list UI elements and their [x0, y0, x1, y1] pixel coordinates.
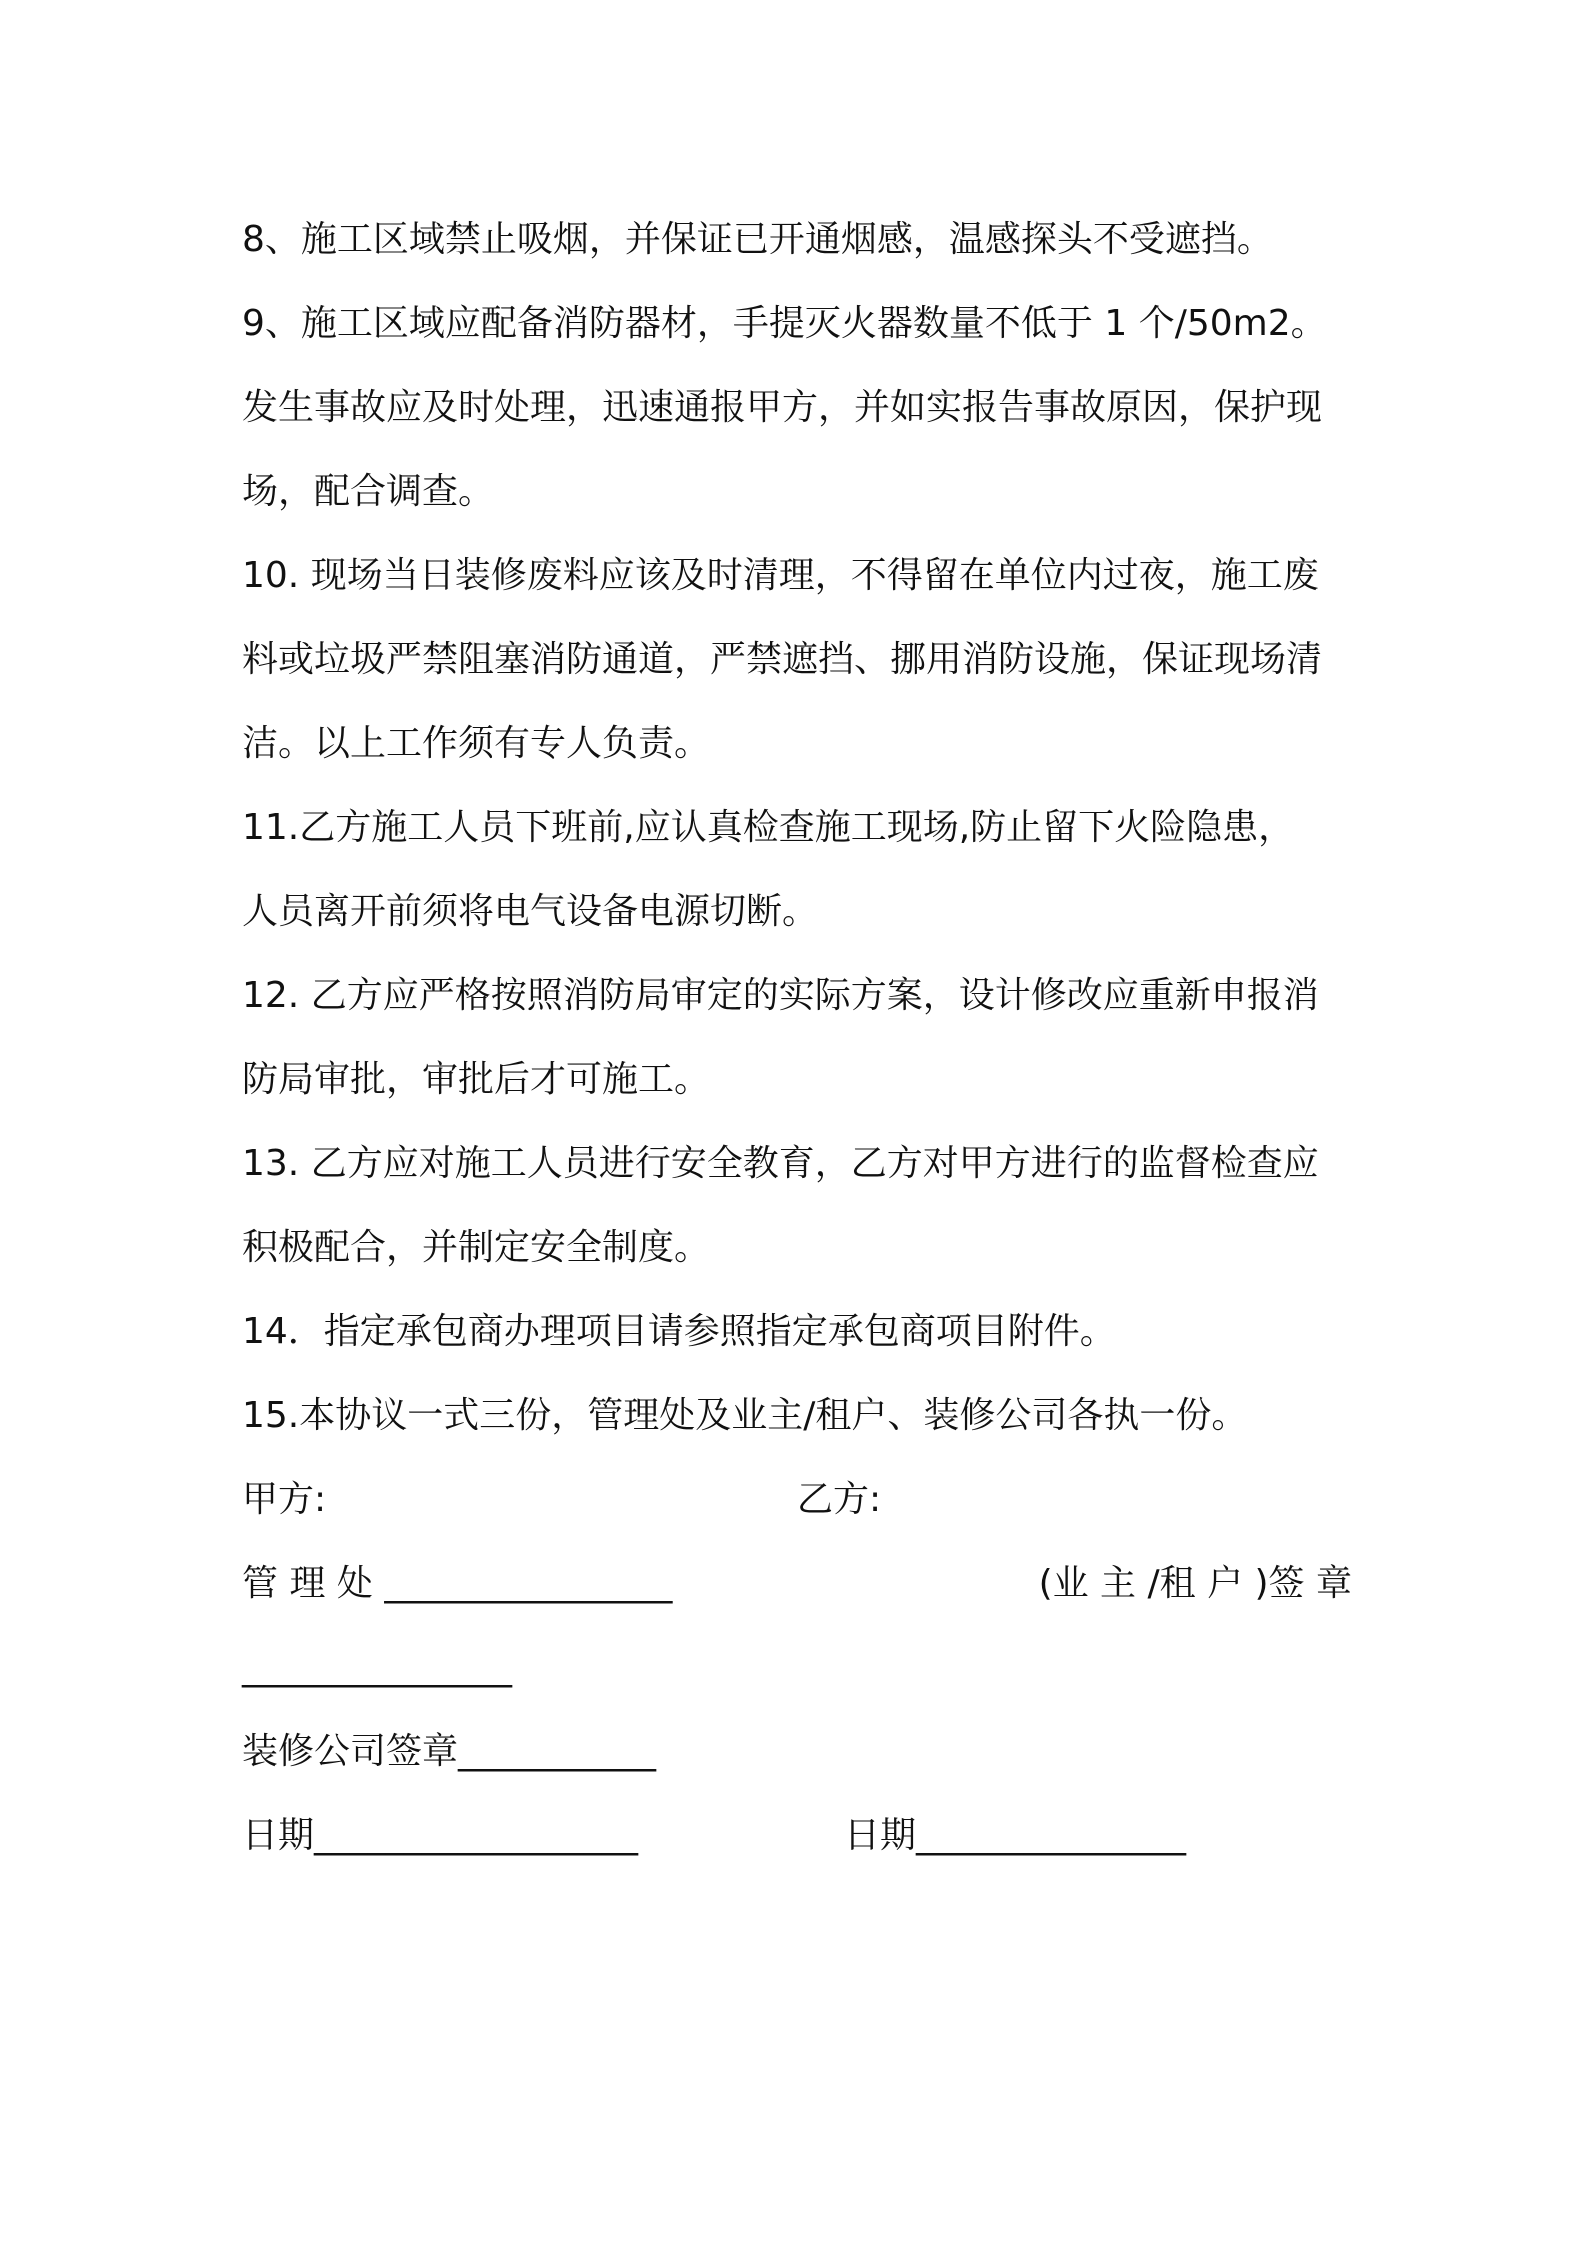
clause-9-line-1: 9、施工区域应配备消防器材，手提灭火器数量不低于 1 个/50m2。	[242, 303, 1327, 344]
clause-10-line-3: 洁。以上工作须有专人负责。	[242, 723, 711, 764]
signature-parties	[242, 1458, 1352, 1542]
clause-9-line-3: 场，配合调查。	[242, 471, 495, 512]
clause-13-line-1: 13. 乙方应对施工人员进行安全教育，乙方对甲方进行的监督检查应	[242, 1143, 1319, 1184]
signature-date-row	[242, 1794, 1352, 1878]
owner-signature-line: _______________	[242, 1647, 512, 1688]
clause-11-line-2: 人员离开前须将电气设备电源切断。	[242, 891, 819, 932]
clauses	[242, 198, 1352, 1458]
decoration-signature-row	[242, 1710, 1352, 1794]
decoration-company-signature: 装修公司签章___________	[242, 1731, 657, 1772]
clause-14-line-1: 14．指定承包商办理项目请参照指定承包商项目附件。	[242, 1311, 1116, 1352]
clause-12-line-2: 防局审批，审批后才可施工。	[242, 1059, 711, 1100]
party-b-label: 乙方:	[797, 1479, 882, 1520]
clause-11-line-1: 11.乙方施工人员下班前,应认真检查施工现场,防止留下火险隐患，	[242, 807, 1295, 848]
clause-12-line-1: 12. 乙方应严格按照消防局审定的实际方案，设计修改应重新申报消	[242, 975, 1319, 1016]
clause-10-line-2: 料或垃圾严禁阻塞消防通道，严禁遮挡、挪用消防设施，保证现场清	[242, 639, 1323, 680]
party-a-label: 甲方:	[242, 1479, 327, 1520]
clause-10-line-1: 10. 现场当日装修废料应该及时清理，不得留在单位内过夜，施工废	[242, 555, 1319, 596]
clause-8-line-1: 8、施工区域禁止吸烟，并保证已开通烟感，温感探头不受遮挡。	[242, 219, 1273, 260]
clause-15-line-1: 15.本协议一式三份，管理处及业主/租户、装修公司各执一份。	[242, 1395, 1248, 1436]
signature-management-row	[242, 1542, 1352, 1626]
management-signature: 管 理 处 ________________	[242, 1563, 673, 1604]
clause-13-line-2: 积极配合，并制定安全制度。	[242, 1227, 711, 1268]
owner-signature-line-row	[242, 1626, 1352, 1710]
owner-signature-label: (业 主 /租 户 )签 章	[1038, 1563, 1352, 1604]
clause-9-line-2: 发生事故应及时处理，迅速通报甲方，并如实报告事故原因，保护现	[242, 387, 1323, 428]
date-party-a: 日期__________________	[242, 1815, 639, 1856]
date-party-b: 日期_______________	[844, 1815, 1187, 1856]
